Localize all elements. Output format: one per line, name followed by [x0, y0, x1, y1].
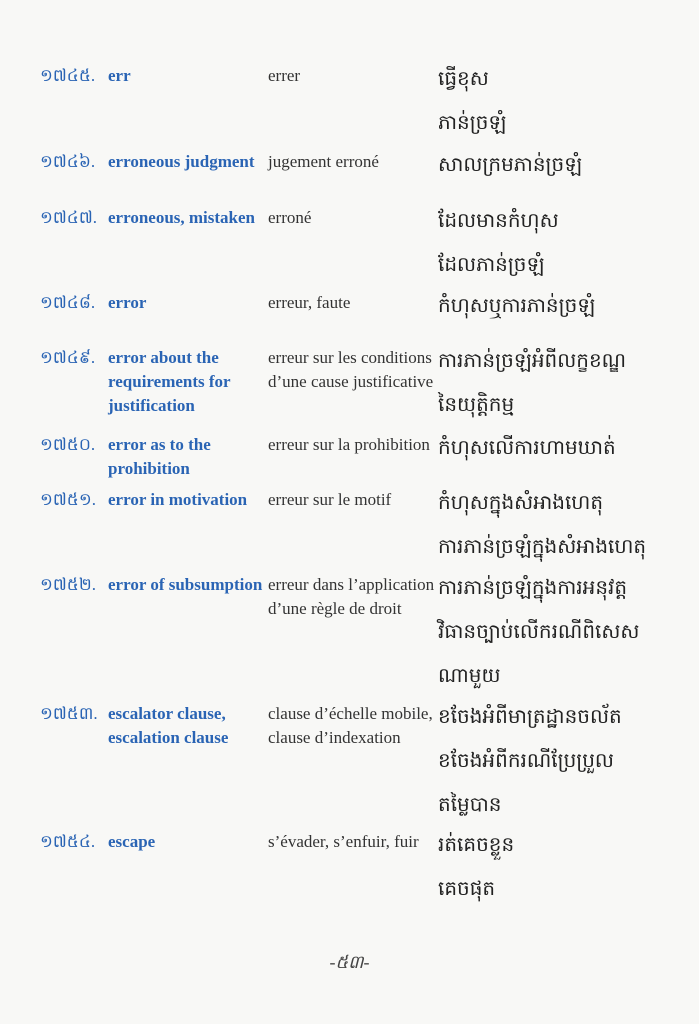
khmer-line: សាលក្រមភាន់ច្រឡំ — [438, 154, 583, 176]
khmer-line: វិធានច្បាប់លើករណីពិសេស — [438, 621, 640, 643]
khmer-line: តម្លៃបាន — [438, 794, 502, 816]
entry-number: ១៧៥៣. — [40, 704, 98, 723]
entry-khmer — [438, 433, 696, 477]
entry-number: ១៧៥១. — [40, 490, 96, 509]
entry-number: ១៧៥៤. — [40, 832, 96, 851]
khmer-line: រត់គេចខ្លួន — [438, 834, 515, 856]
entry-khmer — [438, 346, 696, 434]
entry-french: erreur sur la prohibition — [268, 435, 430, 454]
khmer-line: ការភាន់ច្រឡំក្នុងសំអាងហេតុ — [438, 536, 647, 558]
entry-khmer — [438, 291, 696, 335]
khmer-line: កំហុសក្នុងសំអាងហេតុ — [438, 492, 604, 514]
entry-french: erreur sur les conditions d’une cause justificative — [268, 348, 434, 391]
khmer-line: ការភាន់ច្រឡំអំពីលក្ខខណ្ឌ — [438, 350, 627, 372]
entry-french: jugement erroné — [268, 152, 379, 171]
entry-khmer — [438, 488, 696, 576]
entry-term: error about the requirements for justification — [108, 348, 231, 415]
entry-french: clause d’échelle mobile, clause d’indexation — [268, 704, 433, 747]
entry-term: error in motivation — [108, 490, 248, 509]
entry-number: ១៧៥០. — [40, 435, 96, 454]
khmer-line: ធ្វើខុស — [438, 68, 489, 90]
entry-term: erroneous, mistaken — [108, 208, 256, 227]
khmer-line: ដែលភាន់ច្រឡំ — [438, 254, 545, 276]
entry-term: error — [108, 293, 147, 312]
entry-term: escalator clause, escalation clause — [108, 704, 229, 747]
entry-number: ១៧៤៩. — [40, 348, 96, 367]
entry-french: erreur, faute — [268, 293, 351, 312]
entry-number: ១៧៥២. — [40, 575, 96, 594]
page-number: -៥៣- — [329, 952, 370, 972]
khmer-line: ខចែងអំពីមាត្រដ្ឋានចល័ត — [438, 706, 622, 728]
khmer-line: នៃយុត្តិកម្ម — [438, 394, 515, 416]
entry-term: erroneous judgment — [108, 152, 255, 171]
khmer-line: ភាន់ច្រឡំ — [438, 112, 507, 134]
entry-french: erroné — [268, 208, 312, 227]
entry-french: s’évader, s’enfuir, fuir — [268, 832, 419, 851]
entry-number: ១៧៤៦. — [40, 152, 96, 171]
entry-khmer — [438, 830, 696, 918]
entry-khmer — [438, 702, 696, 834]
khmer-line: ណាមួយ — [438, 665, 501, 687]
khmer-line: កំហុសលើការហាមឃាត់ — [438, 437, 616, 459]
entry-number: ១៧៤៥. — [40, 66, 96, 85]
khmer-line: ការភាន់ច្រឡំក្នុងការអនុវត្ត — [438, 577, 628, 599]
entry-khmer — [438, 64, 696, 152]
khmer-line: គេចផុត — [438, 878, 496, 900]
entry-term: escape — [108, 832, 156, 851]
entry-french: erreur dans l’application d’une règle de droit — [268, 575, 435, 618]
entry-french: erreur sur le motif — [268, 490, 392, 509]
entry-term: error as to the prohibition — [108, 435, 211, 478]
entry-term: error of subsumption — [108, 575, 263, 594]
entry-number: ១៧៤៨. — [40, 293, 96, 312]
entry-khmer — [438, 573, 696, 705]
entry-number: ១៧៤៧. — [40, 208, 98, 227]
khmer-line: ដែលមានកំហុស — [438, 210, 559, 232]
entry-khmer — [438, 150, 696, 194]
khmer-line: កំហុសឬការភាន់ច្រឡំ — [438, 295, 596, 317]
entry-term: err — [108, 66, 131, 85]
entry-khmer — [438, 206, 696, 294]
entry-french: errer — [268, 66, 301, 85]
khmer-line: ខចែងអំពីករណីប្រែប្រួល — [438, 750, 614, 772]
